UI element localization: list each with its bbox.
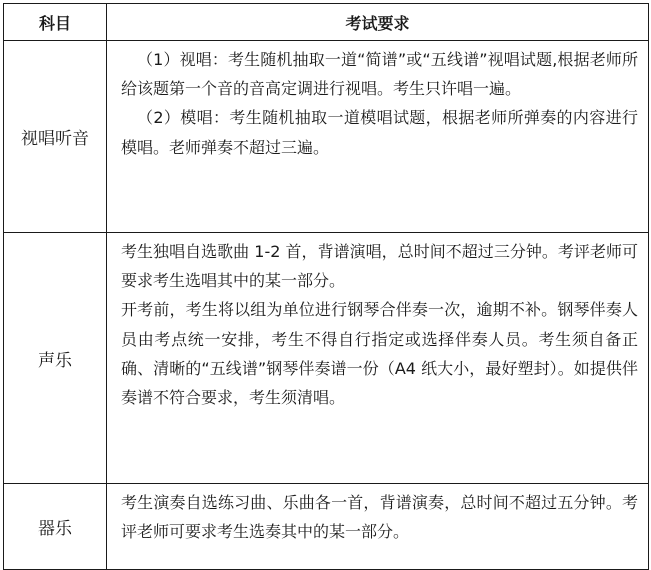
exam-requirements-table xyxy=(3,3,649,570)
table-row xyxy=(4,41,649,233)
requirement-paragraph: 考生独唱自选歌曲 1-2 首，背谱演唱，总时间不超过三分钟。考评老师可要求考生选唱其中的某一部分。 xyxy=(121,242,638,291)
subject-cell: 视唱听音 xyxy=(4,41,107,233)
requirement-cell xyxy=(107,233,649,484)
header-subject: 科目 xyxy=(4,4,107,41)
requirement-paragraph: 考生演奏自选练习曲、乐曲各一首，背谱演奏，总时间不超过五分钟。考评老师可要求考生选奏其中的某一部分。 xyxy=(121,493,638,542)
requirement-paragraph: （1）视唱：考生随机抽取一道“简谱”或“五线谱”视唱试题,根据老师所给该题第一个音的音高定调进行视唱。考生只许唱一遍。 xyxy=(121,50,638,99)
header-requirement: 考试要求 xyxy=(107,4,649,41)
requirement-paragraph: 开考前，考生将以组为单位进行钢琴合伴奏一次，逾期不补。钢琴伴奏人员由考点统一安排，考生不得自行指定或选择伴奏人员。考生须自备正确、清晰的“五线谱”钢琴伴奏谱一份（A4 纸大小，最好塑封）。如提供伴奏谱不符合要求，考生须清唱。 xyxy=(121,300,638,408)
table-row xyxy=(4,233,649,484)
table-header-row xyxy=(4,4,649,41)
table-row xyxy=(4,484,649,570)
requirement-cell xyxy=(107,484,649,570)
requirement-paragraph: （2）模唱：考生随机抽取一道模唱试题，根据老师所弹奏的内容进行模唱。老师弹奏不超过三遍。 xyxy=(121,108,638,157)
requirement-cell xyxy=(107,41,649,233)
subject-cell: 器乐 xyxy=(4,484,107,570)
subject-cell: 声乐 xyxy=(4,233,107,484)
